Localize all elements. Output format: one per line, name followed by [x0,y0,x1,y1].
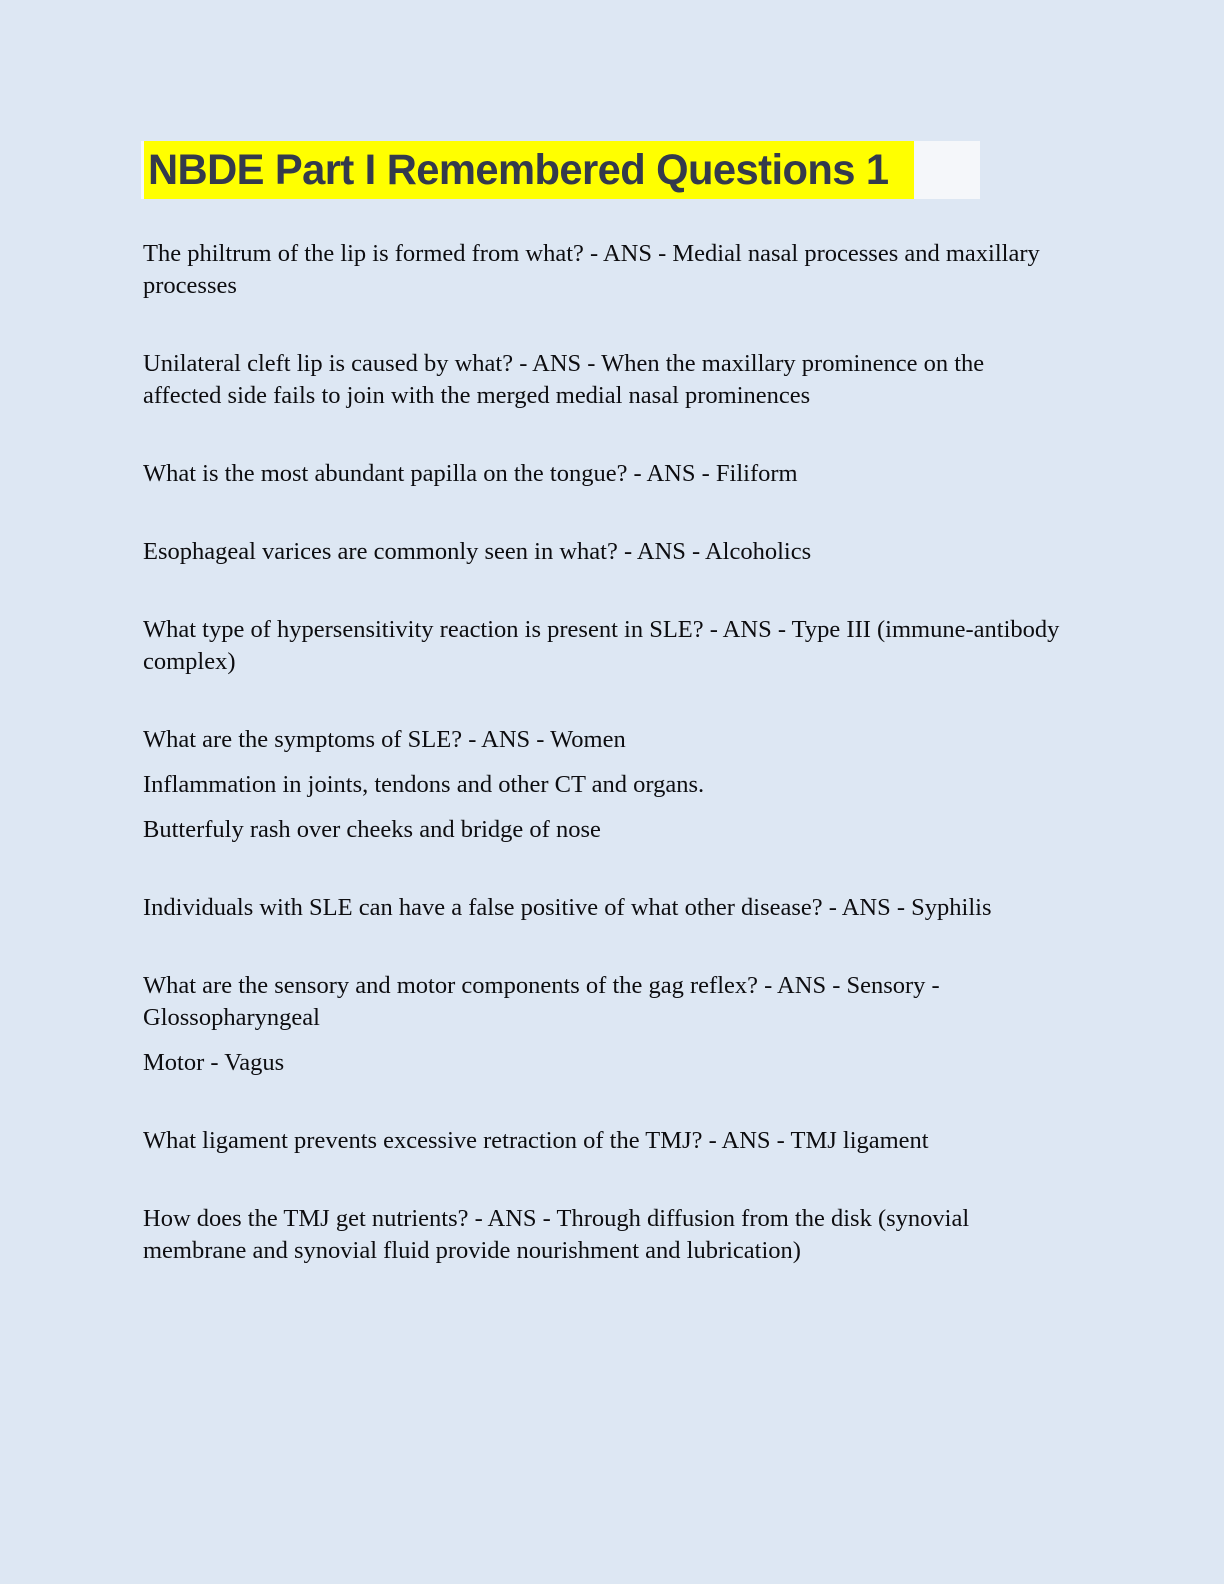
qa-block [143,1203,1067,1267]
qa-block [143,724,1067,846]
qa-question-answer: Individuals with SLE can have a false positive of what other disease? - ANS - Syphilis [143,894,992,921]
qa-block [143,614,1067,678]
qa-question-answer: Unilateral cleft lip is caused by what? - ANS - When the maxillary prominence on the affected side fails to join with the merged medial nasal prominences [143,350,985,409]
qa-content [143,238,1067,1267]
qa-question-answer: What is the most abundant papilla on the tongue? - ANS - Filiform [143,460,798,487]
qa-block [143,348,1067,412]
qa-question-answer: How does the TMJ get nutrients? - ANS - Through diffusion from the disk (synovial membrane and synovial fluid provide nourishment and lubrication) [143,1205,970,1264]
qa-detail-line: Motor - Vagus [143,1049,285,1076]
title-highlight [144,141,914,199]
qa-detail-line: Inflammation in joints, tendons and other CT and organs. [143,771,705,798]
qa-detail-line: Butterfuly rash over cheeks and bridge of nose [143,816,601,843]
qa-block [143,892,1067,924]
qa-block [143,238,1067,302]
page-title-block [141,141,980,199]
qa-block [143,1125,1067,1157]
qa-block [143,970,1067,1079]
page-title: NBDE Part I Remembered Questions 1 [148,145,889,194]
qa-question-answer: What ligament prevents excessive retraction of the TMJ? - ANS - TMJ ligament [143,1127,929,1154]
qa-question-answer: What are the symptoms of SLE? - ANS - Women [143,726,626,753]
qa-question-answer: What are the sensory and motor components of the gag reflex? - ANS - Sensory - Glossopharyngeal [143,972,940,1031]
title-right-spacer [914,141,980,199]
qa-block [143,536,1067,568]
qa-question-answer: The philtrum of the lip is formed from what? - ANS - Medial nasal processes and maxillary processes [143,240,1040,299]
qa-question-answer: Esophageal varices are commonly seen in what? - ANS - Alcoholics [143,538,812,565]
qa-block [143,458,1067,490]
qa-question-answer: What type of hypersensitivity reaction is present in SLE? - ANS - Type III (immune-antibody complex) [143,616,1060,675]
